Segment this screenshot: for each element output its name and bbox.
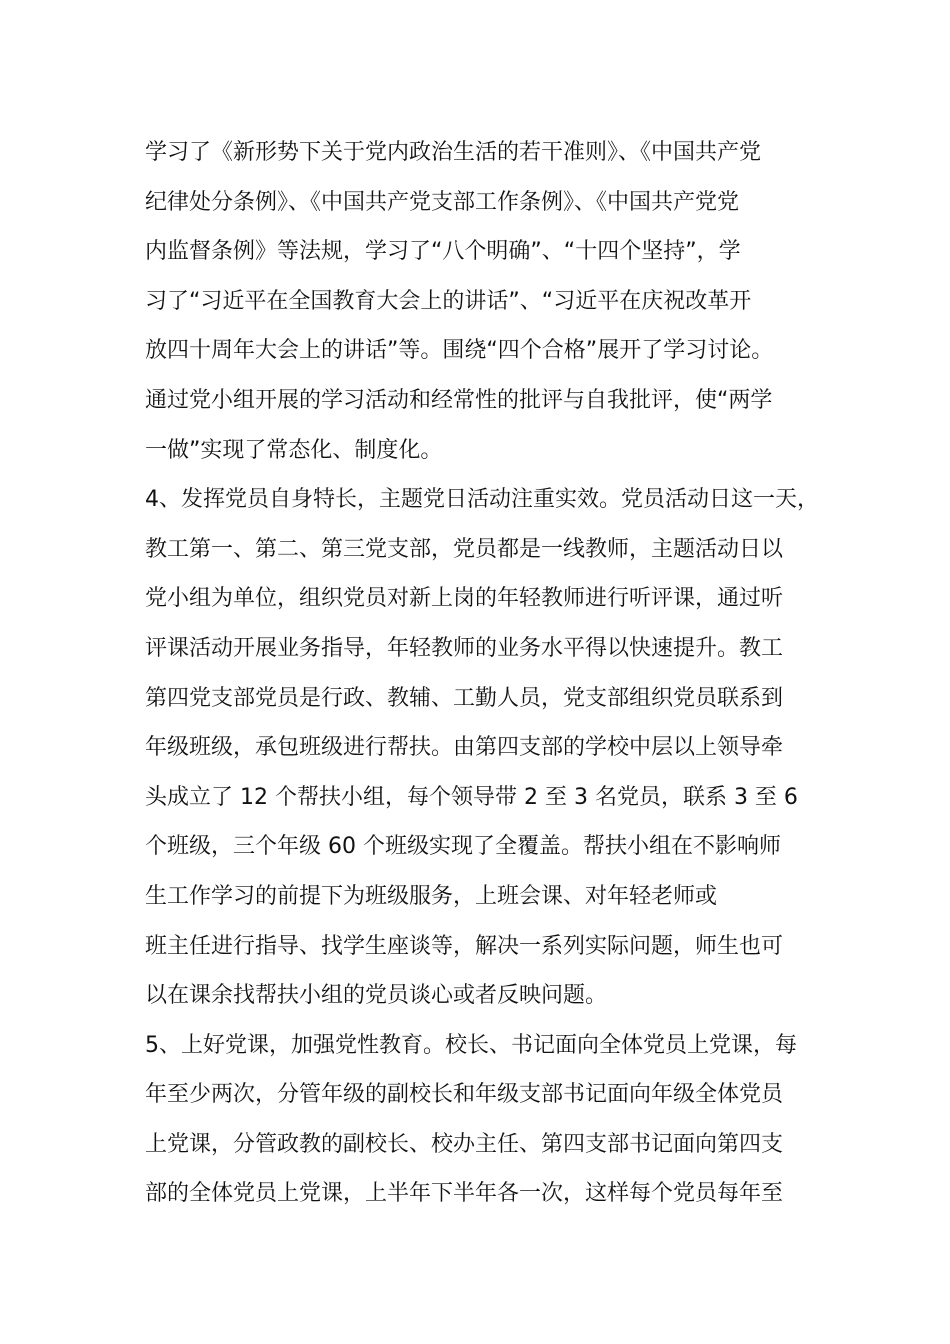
text-line: 部的全体党员上党课，上半年下半年各一次，这样每个党员每年至 [145,1181,784,1207]
text-line: 一做”实现了常态化、制度化。 [145,437,443,463]
text-line: 纪律处分条例》、《中国共产党支部工作条例》、《中国共产党党 [145,189,740,215]
text-line: 以在课余找帮扶小组的党员谈心或者反映问题。 [145,983,608,1009]
text-line: 4、发挥党员自身特长，主题党日活动注重实效。党员活动日这一天， [145,487,819,513]
text-line: 评课活动开展业务指导，年轻教师的业务水平得以快速提升。教工 [145,635,784,661]
text-line: 内监督条例》等法规，学习了“八个明确”、“十四个坚持”，学 [145,239,741,265]
text-line: 放四十周年大会上的讲话”等。围绕“四个合格”展开了学习讨论。 [145,338,774,364]
text-line: 生工作学习的前提下为班级服务，上班会课、对年轻老师或 [145,883,718,909]
text-line: 通过党小组开展的学习活动和经常性的批评与自我批评，使“两学 [145,387,773,413]
text-line: 个班级，三个年级 60 个班级实现了全覆盖。帮扶小组在不影响师 [145,834,781,860]
text-line: 第四党支部党员是行政、教辅、工勤人员，党支部组织党员联系到 [145,685,784,711]
body-text [145,128,825,1219]
text-line: 教工第一、第二、第三党支部，党员都是一线教师，主题活动日以 [145,536,784,562]
text-line: 头成立了 12 个帮扶小组，每个领导带 2 至 3 名党员，联系 3 至 6 [145,784,798,810]
text-line: 上党课，分管政教的副校长、校办主任、第四支部书记面向第四支 [145,1131,784,1157]
text-line: 班主任进行指导、找学生座谈等，解决一系列实际问题，师生也可 [145,933,784,959]
text-line: 习了“习近平在全国教育大会上的讲话”、“习近平在庆祝改革开 [145,288,752,314]
text-line: 党小组为单位，组织党员对新上岗的年轻教师进行听评课，通过听 [145,586,784,612]
text-line: 年至少两次，分管年级的副校长和年级支部书记面向年级全体党员 [145,1082,784,1108]
text-line: 5、上好党课，加强党性教育。校长、书记面向全体党员上党课，每 [145,1032,797,1058]
text-line: 学习了《新形势下关于党内政治生活的若干准则》、《中国共产党 [145,140,762,165]
text-line: 年级班级，承包班级进行帮扶。由第四支部的学校中层以上领导牵 [145,735,784,761]
